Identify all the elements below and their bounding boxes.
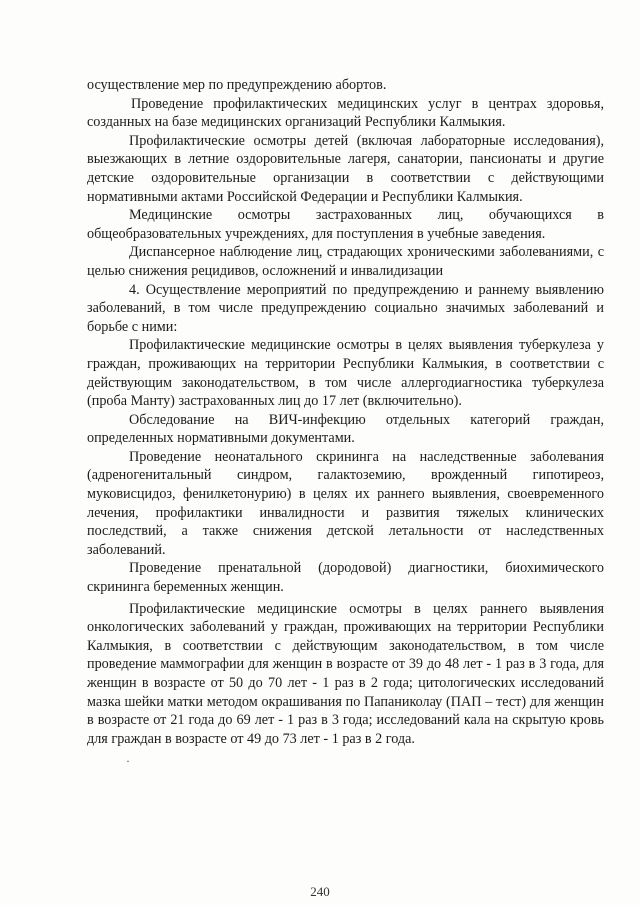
page-number: 240: [310, 884, 330, 899]
paragraph-children-camps-checkups: Профилактические осмотры детей (включая лабораторные исследования), выезжающих в летние оздоровительные лагеря, санатории, пансионаты и другие детские оздоровительные организации в соответствии с действующими нормативными актами Российской Федерации и Республики Калмыкия.: [87, 132, 604, 205]
paragraph-health-centers: Проведение профилактических медицинских услуг в центрах здоровья, созданных на базе медицинских организаций Республики Калмыкия.: [87, 95, 604, 131]
stray-mark: ·: [126, 754, 130, 768]
paragraph-neonatal-screening: Проведение неонатального скрининга на наследственные заболевания (адреногенитальный синдром, галактоземию, врожденный гипотиреоз, муковисцидоз, фенилкетонурию) в целях их раннего выявления, своевременного лечения, профилактики инвалидности и развития тяжелых клинических последствий, а также снижения детской летальности от наследственных заболеваний.: [87, 448, 604, 558]
paragraph-oncology-screening: Профилактические медицинские осмотры в целях раннего выявления онкологических заболеваний у граждан, проживающих на территории Республики Калмыкия, в соответствии с действующим законодательством, в том числе проведение маммографии для женщин в возрасте от 39 до 48 лет - 1 раз в 3 года, для женщин в возрасте от 50 до 70 лет - 1 раз в 2 года; цитологических исследований мазка шейки матки методом окрашивания по Папаниколау (ПАП – тест) для женщин в возрасте от 21 года до 69 лет - 1 раз в 3 года; исследований кала на скрытую кровь для граждан в возрасте от 49 до 73 лет - 1 раз в 2 года.: [87, 600, 604, 747]
paragraph-hiv-testing: Обследование на ВИЧ-инфекцию отдельных категорий граждан, определенных нормативными документами.: [87, 411, 604, 447]
document-body: [87, 76, 604, 748]
paragraph-abortion-prevention: осуществление мер по предупреждению абортов.: [87, 77, 387, 93]
paragraph-student-checkups: Медицинские осмотры застрахованных лиц, обучающихся в общеобразовательных учреждениях, для поступления в учебные заведения.: [87, 207, 604, 242]
paragraph-section-4-heading: 4. Осуществление мероприятий по предупреждению и раннему выявлению заболеваний, в том числе предупреждению социально значимых заболеваний и борьбе с ними:: [87, 281, 604, 335]
paragraph-prenatal-diagnostics: Проведение пренатальной (дородовой) диагностики, биохимического скрининга беременных женщин.: [87, 560, 604, 596]
paragraph-tuberculosis-screening: Профилактические медицинские осмотры в целях выявления туберкулеза у граждан, проживающих на территории Республики Калмыкия, в соответствии с действующим законодательством, в том числе аллергодиагностика туберкулеза (проба Манту) застрахованных лиц до 17 лет (включительно).: [87, 337, 604, 410]
paragraph-dispensary-observation: Диспансерное наблюдение лиц, страдающих хроническими заболеваниями, с целью снижения рецидивов, осложнений и инвалидизации: [87, 244, 604, 279]
